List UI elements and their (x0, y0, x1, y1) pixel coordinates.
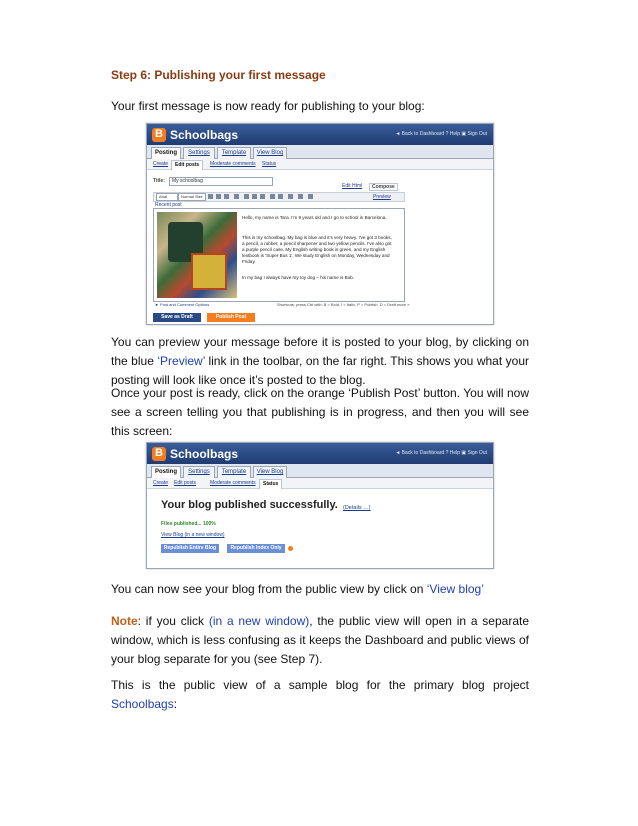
note-text-after: , the public view will open in a separate window, which is less confusing as it keeps the Dashboard and public views of your blog separate for you (see Step 7). (111, 614, 529, 666)
editor-line-1: Hello, my name is Tara. I'm 9 years old and I go to school in Barcelona. (242, 215, 387, 220)
view-blog-paragraph (111, 580, 529, 599)
sample-blog-paragraph (111, 676, 529, 714)
italic-icon[interactable] (216, 194, 221, 199)
view-blog-text: You can now see your blog from the public view by click on (111, 582, 427, 596)
blogger-header (147, 124, 493, 145)
success-screenshot (146, 442, 494, 569)
image-icon[interactable] (308, 194, 313, 199)
view-blog-link[interactable]: View Blog (in a new window) (161, 532, 225, 538)
title-label: Title: (153, 178, 165, 184)
save-draft-button[interactable]: Save as Draft (153, 313, 201, 322)
link-icon[interactable] (234, 194, 239, 199)
subtab-create[interactable]: Create (153, 480, 169, 486)
subtab-moderate[interactable]: Moderate comments (210, 161, 256, 167)
top-links-2[interactable]: ◄ Back to Dashboard ? Help ▣ Sign Out (395, 450, 487, 456)
subtab-edit-posts[interactable]: Edit posts (171, 160, 203, 170)
blogger-logo-icon (152, 128, 166, 142)
help-icon[interactable] (288, 546, 293, 551)
sub-tabs-2 (147, 478, 493, 489)
sample-text: This is the public view of a sample blog for the primary blog project (111, 678, 529, 692)
subtab-edit-posts[interactable]: Edit posts (174, 480, 196, 486)
post-editor[interactable] (153, 208, 405, 302)
preview-link[interactable]: Preview (373, 194, 391, 200)
subtab-status[interactable]: Status (262, 161, 277, 167)
schoolbags-link-text: Schoolbags (111, 697, 174, 711)
compose-tab[interactable]: Compose (369, 183, 398, 191)
blog-brand-2: Schoolbags (170, 447, 239, 461)
tab-posting[interactable]: Posting (151, 466, 181, 478)
tab-view-blog[interactable]: View Blog (253, 466, 287, 478)
preview-link-text: ‘Preview’ (157, 354, 205, 368)
editor-screenshot (146, 123, 494, 325)
sub-tabs (147, 159, 493, 170)
edit-html-tab[interactable]: Edit Html (342, 183, 363, 189)
spellcheck-icon[interactable] (298, 194, 303, 199)
tab-bar (147, 145, 493, 159)
preview-text-before: You can preview your message before it is posted to your blog, by clicking on the blue (111, 335, 529, 368)
top-links[interactable]: ◄ Back to Dashboard ? Help ▣ Sign Out (395, 131, 487, 137)
subtab-create[interactable]: Create (153, 161, 169, 167)
subtab-status[interactable]: Status (259, 479, 282, 489)
sample-text-end: : (173, 697, 178, 711)
list-icon[interactable] (270, 194, 275, 199)
align-left-icon[interactable] (244, 194, 249, 199)
post-options-link[interactable]: ► Post and Comment Options (155, 302, 210, 307)
publish-paragraph: Once your post is ready, click on the orange ‘Publish Post’ button. You will now see a screen telling you that publishing is in progress, and then you will see this screen: (111, 386, 529, 438)
republish-entire-button[interactable]: Republish Entire Blog (161, 544, 219, 553)
republish-index-button[interactable]: Republish Index Only (227, 544, 285, 553)
recent-post-label: Recent post (155, 202, 182, 208)
tab-view-blog[interactable]: View Blog (253, 147, 287, 159)
preview-text-after: link in the toolbar, on the far right. This shows you what your posting will look like once it’s posted to the blog. (111, 354, 530, 387)
schoolbag-photo (157, 212, 237, 298)
editor-line-2: This is my schoolbag. My bag is blue and it's very heavy. I've got 3 books, a pencil, a rubber, a pencil sharpener and two yellow pencils. I've also got a purple pencil case. My English writing book is green, and my English textbook is 'Super Bus 1'. We study English on Monday, Wednesday and Friday. (242, 235, 392, 264)
align-right-icon[interactable] (260, 194, 265, 199)
tab-template[interactable]: Template (217, 466, 251, 478)
new-window-link-text: (in a new window) (208, 614, 310, 628)
title-input[interactable]: My schoolbag (169, 177, 273, 186)
view-blog-link-text: ‘View blog’ (426, 582, 484, 596)
font-select[interactable]: Arial (156, 193, 178, 201)
note-label: Note (111, 614, 138, 628)
bullets-icon[interactable] (278, 194, 283, 199)
tab-bar-2 (147, 464, 493, 478)
align-center-icon[interactable] (252, 194, 257, 199)
intro-paragraph: Your first message is now ready for publishing to your blog: (111, 99, 425, 113)
color-icon[interactable] (224, 194, 229, 199)
tab-settings[interactable]: Settings (183, 147, 215, 159)
shortcuts-text: Shortcuts: press Ctrl with: B = Bold, I = Italic, P = Publish, D = Draft more » (277, 302, 410, 307)
bold-icon[interactable] (208, 194, 213, 199)
preview-paragraph (111, 333, 529, 390)
editor-line-3: In my bag I always have my toy dog – his name is Bob. (242, 275, 355, 280)
publish-post-button[interactable]: Publish Post (207, 313, 255, 322)
details-link[interactable]: (Details …) (343, 505, 371, 511)
blogger-logo-icon (152, 447, 166, 461)
subtab-moderate[interactable]: Moderate comments (210, 480, 256, 486)
step-heading: Step 6: Publishing your first message (111, 68, 326, 82)
tab-posting[interactable]: Posting (151, 147, 181, 159)
tab-settings[interactable]: Settings (183, 466, 215, 478)
quote-icon[interactable] (288, 194, 293, 199)
tab-template[interactable]: Template (217, 147, 251, 159)
size-select[interactable]: Normal Size (178, 193, 206, 201)
editor-toolbar (153, 192, 405, 202)
note-text-colon: : if you click (137, 614, 209, 628)
blog-brand: Schoolbags (170, 128, 239, 142)
blogger-header-2 (147, 443, 493, 464)
files-published-status: Files published... 100% (161, 521, 216, 527)
success-message: Your blog published successfully. (161, 499, 338, 511)
note-paragraph (111, 612, 529, 669)
